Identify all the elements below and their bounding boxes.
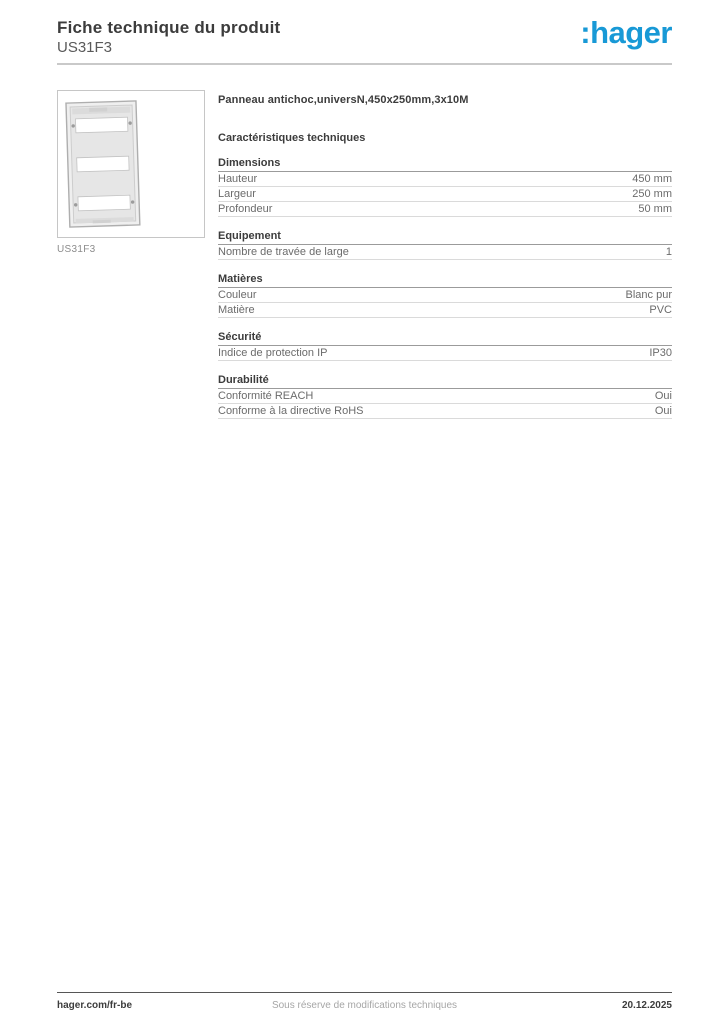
header-divider bbox=[57, 63, 672, 65]
spec-row bbox=[218, 404, 672, 419]
spec-section bbox=[218, 157, 672, 217]
spec-row bbox=[218, 187, 672, 202]
specifications-column bbox=[218, 90, 672, 419]
spec-section bbox=[218, 374, 672, 419]
header bbox=[57, 15, 672, 56]
spec-row bbox=[218, 202, 672, 217]
characteristics-heading: Caractéristiques techniques bbox=[218, 132, 366, 144]
footer-date: 20.12.2025 bbox=[621, 1000, 672, 1011]
footer-website-link[interactable]: hager.com/fr-be bbox=[57, 1000, 133, 1011]
spec-row-value: PVC bbox=[649, 304, 672, 316]
spec-section-rows bbox=[218, 346, 672, 361]
footer-row bbox=[57, 1000, 672, 1011]
spec-section-title: Equipement bbox=[218, 230, 672, 245]
spec-row-label: Hauteur bbox=[218, 173, 258, 185]
page-title: Fiche technique du produit bbox=[57, 18, 281, 37]
spec-section-title: Sécurité bbox=[218, 331, 672, 346]
spec-section bbox=[218, 331, 672, 361]
spec-row-label: Nombre de travée de large bbox=[218, 246, 349, 258]
spec-row bbox=[218, 172, 672, 187]
spec-row-value: IP30 bbox=[649, 347, 672, 359]
product-panel-image bbox=[61, 95, 201, 235]
spec-row-value: 450 mm bbox=[632, 173, 672, 185]
spec-row-label: Couleur bbox=[218, 289, 257, 301]
spec-row-value: 1 bbox=[665, 246, 672, 258]
spec-row-label: Conforme à la directive RoHS bbox=[218, 405, 364, 417]
spec-section-title: Matières bbox=[218, 273, 672, 288]
product-name: Panneau antichoc,universN,450x250mm,3x10M bbox=[218, 94, 469, 106]
spec-row-value: 50 mm bbox=[638, 203, 672, 215]
footer bbox=[57, 992, 672, 1011]
spec-row bbox=[218, 303, 672, 318]
spec-row-label: Matière bbox=[218, 304, 255, 316]
spec-row-label: Indice de protection IP bbox=[218, 347, 328, 359]
spec-row bbox=[218, 245, 672, 260]
main-content bbox=[57, 90, 672, 419]
product-image-caption: US31F3 bbox=[57, 244, 96, 255]
spec-row-label: Conformité REACH bbox=[218, 390, 314, 402]
spec-section-rows bbox=[218, 389, 672, 419]
product-image-column bbox=[57, 90, 205, 255]
spec-row-value: Oui bbox=[654, 390, 672, 402]
spec-row-value: 250 mm bbox=[632, 188, 672, 200]
spec-row-label: Profondeur bbox=[218, 203, 273, 215]
spec-section-title: Dimensions bbox=[218, 157, 672, 172]
spec-section bbox=[218, 230, 672, 260]
spec-section bbox=[218, 273, 672, 318]
spec-section-title: Durabilité bbox=[218, 374, 672, 389]
spec-section-rows bbox=[218, 288, 672, 318]
spec-section-rows bbox=[218, 245, 672, 260]
hager-logo: :hager bbox=[580, 15, 672, 50]
spec-row-value: Blanc pur bbox=[625, 289, 672, 301]
header-titles bbox=[57, 18, 280, 56]
spec-row bbox=[218, 288, 672, 303]
spec-row bbox=[218, 389, 672, 404]
spec-row bbox=[218, 346, 672, 361]
footer-disclaimer: Sous réserve de modifications techniques bbox=[271, 1000, 458, 1011]
spec-section-rows bbox=[218, 172, 672, 217]
spec-row-value: Oui bbox=[654, 405, 672, 417]
spec-row-label: Largeur bbox=[218, 188, 256, 200]
product-code-subtitle: US31F3 bbox=[57, 39, 113, 56]
product-image-frame bbox=[57, 90, 205, 238]
spec-sections bbox=[218, 157, 672, 419]
